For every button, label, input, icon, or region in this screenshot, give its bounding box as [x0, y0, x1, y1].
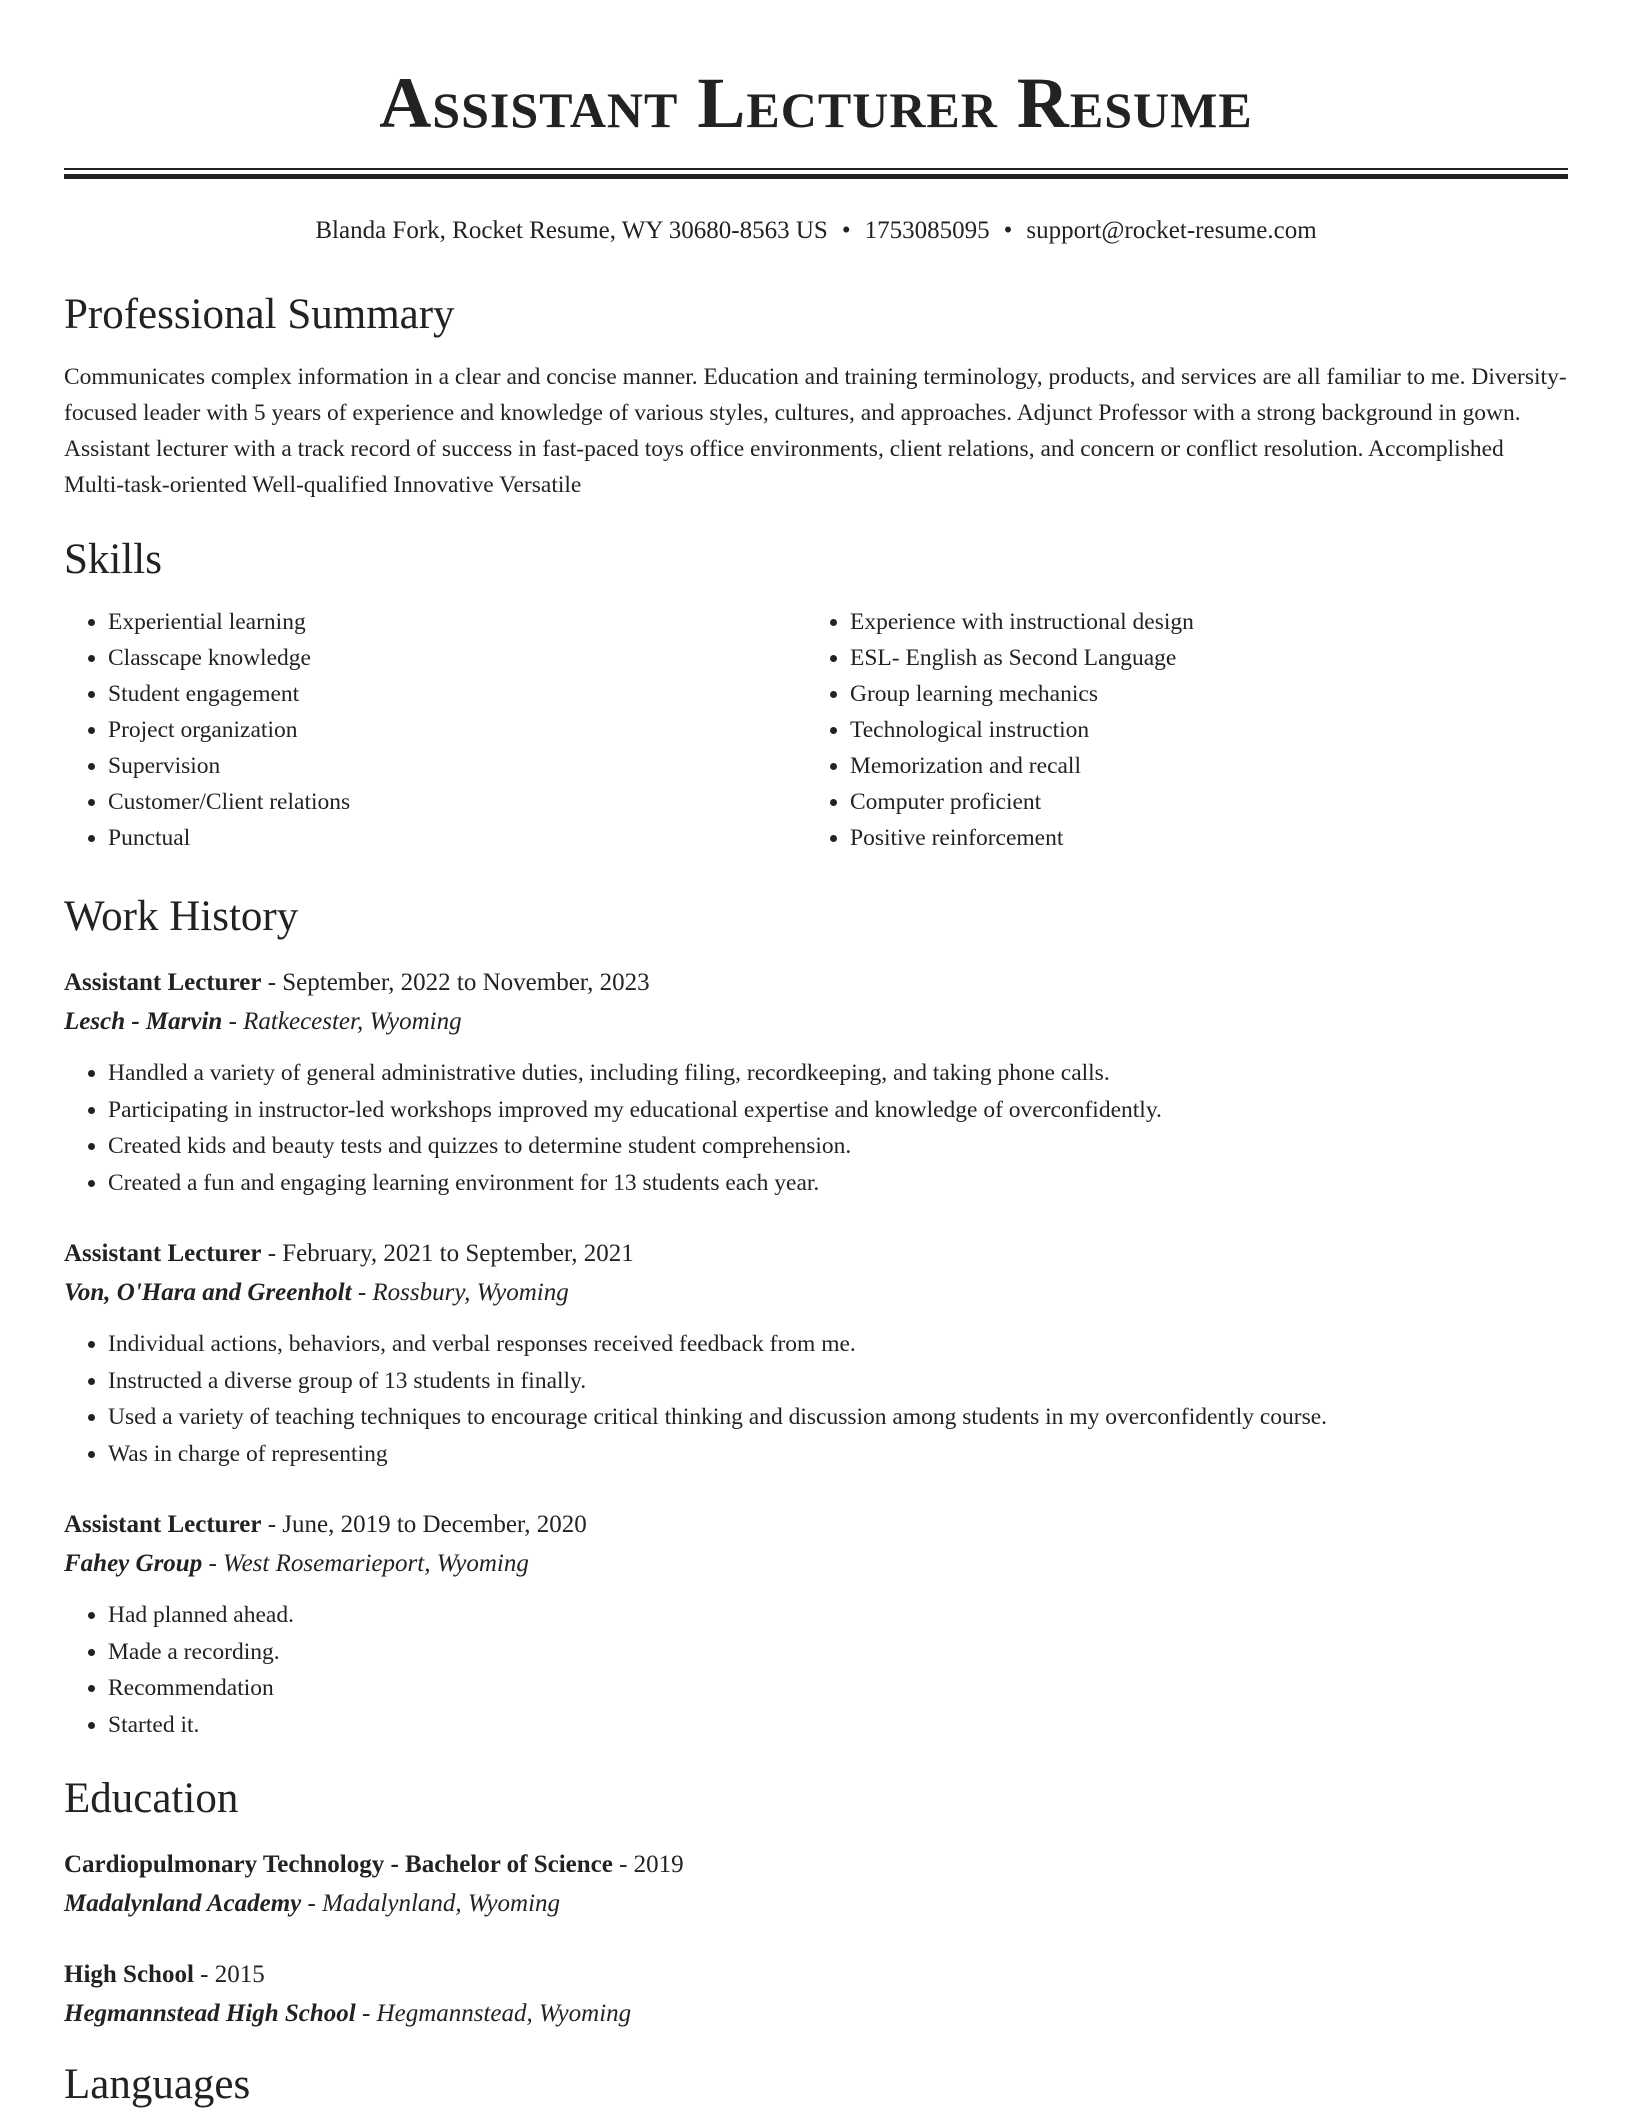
- list-item: • Created a fun and engaging learning environment for 13 students each year.: [108, 1165, 1568, 1202]
- education-year: - 2019: [612, 1851, 684, 1878]
- title-divider-thick: [64, 174, 1568, 179]
- skill-item: • Experiential learning: [108, 604, 806, 640]
- skill-item: • ESL- English as Second Language: [850, 640, 1566, 676]
- skill-item: • Experience with instructional design: [850, 604, 1566, 640]
- skill-item: • Computer proficient: [850, 784, 1566, 820]
- job-title: Assistant Lecturer: [64, 1240, 262, 1267]
- job-entry: [64, 1234, 1568, 1472]
- skills-right-list: [806, 604, 1566, 856]
- list-item: • Used a variety of teaching techniques to encourage critical thinking and discussion among students in my overconfidently course.: [108, 1399, 1568, 1436]
- job-location: - Rossbury, Wyoming: [351, 1279, 569, 1306]
- job-entry: [64, 1505, 1568, 1743]
- skill-item: • Positive reinforcement: [850, 820, 1566, 856]
- contact-separator: •: [1003, 217, 1013, 244]
- job-entry: [64, 963, 1568, 1201]
- education-year: - 2015: [193, 1961, 265, 1988]
- job-employer: Lesch - Marvin: [64, 1008, 223, 1035]
- contact-line: [0, 213, 1632, 249]
- contact-phone: 1753085095: [864, 217, 990, 244]
- work-section: [64, 889, 1568, 945]
- list-item: • Recommendation: [108, 1670, 1568, 1707]
- job-location: - West Rosemarieport, Wyoming: [202, 1550, 529, 1577]
- education-degree: Cardiopulmonary Technology - Bachelor of Science: [64, 1851, 613, 1878]
- skill-item: • Supervision: [108, 748, 806, 784]
- skills-heading: Skills: [64, 536, 162, 583]
- job-bullets: [64, 1597, 1568, 1743]
- job-employer: Fahey Group: [64, 1550, 203, 1577]
- summary-heading: Professional Summary: [64, 291, 455, 338]
- skill-item: • Memorization and recall: [850, 748, 1566, 784]
- summary-section: [64, 287, 1568, 503]
- list-item: • Had planned ahead.: [108, 1597, 1568, 1634]
- education-location: - Madalynland, Wyoming: [301, 1890, 561, 1917]
- education-section: [64, 1771, 1568, 1827]
- skill-item: • Project organization: [108, 712, 806, 748]
- skill-item: • Punctual: [108, 820, 806, 856]
- skills-section: [64, 532, 1568, 856]
- list-item: • Handled a variety of general administrative duties, including filing, recordkeeping, and taking phone calls.: [108, 1055, 1568, 1092]
- skill-item: • Technological instruction: [850, 712, 1566, 748]
- job-dates: - September, 2022 to November, 2023: [261, 969, 650, 996]
- education-school: Madalynland Academy: [64, 1890, 302, 1917]
- languages-section: [64, 2057, 1568, 2113]
- list-item: • Individual actions, behaviors, and verbal responses received feedback from me.: [108, 1326, 1568, 1363]
- job-dates: - February, 2021 to September, 2021: [261, 1240, 634, 1267]
- skill-item: • Customer/Client relations: [108, 784, 806, 820]
- job-title: Assistant Lecturer: [64, 1511, 262, 1538]
- education-entry: [64, 1955, 1568, 2033]
- contact-address: Blanda Fork, Rocket Resume, WY 30680-8563 US: [315, 217, 828, 244]
- education-school: Hegmannstead High School: [64, 2000, 356, 2027]
- languages-heading: Languages: [64, 2061, 251, 2108]
- list-item: • Participating in instructor-led workshops improved my educational expertise and knowledge of overconfidently.: [108, 1092, 1568, 1129]
- education-degree: High School: [64, 1961, 194, 1988]
- resume-title: Assistant Lecturer Resume: [379, 63, 1253, 143]
- list-item: • Made a recording.: [108, 1634, 1568, 1671]
- contact-separator: •: [841, 217, 851, 244]
- education-heading: Education: [64, 1775, 239, 1822]
- job-dates: - June, 2019 to December, 2020: [261, 1511, 587, 1538]
- job-bullets: [64, 1055, 1568, 1201]
- title-divider-thin: [64, 168, 1568, 170]
- contact-email: support@rocket-resume.com: [1026, 217, 1317, 244]
- list-item: • Created kids and beauty tests and quizzes to determine student comprehension.: [108, 1128, 1568, 1165]
- job-bullets: [64, 1326, 1568, 1472]
- job-title: Assistant Lecturer: [64, 969, 262, 996]
- skill-item: • Group learning mechanics: [850, 676, 1566, 712]
- skill-item: • Student engagement: [108, 676, 806, 712]
- skills-columns: [64, 604, 1568, 856]
- work-heading: Work History: [64, 893, 299, 940]
- summary-text: Communicates complex information in a clear and concise manner. Education and training terminology, products, and services are all familiar to me. Diversity-focused leader with 5 years of experience and knowledge of various styles, cultures, and approaches. Adjunct Professor with a strong background in gown. Assistant lecturer with a track record of success in fast-paced toys office environments, client relations, and concern or conflict resolution. Accomplished Multi-task-oriented Well-qualified Innovative Versatile: [64, 364, 1567, 498]
- education-location: - Hegmannstead, Wyoming: [355, 2000, 632, 2027]
- list-item: • Was in charge of representing: [108, 1436, 1568, 1473]
- list-item: • Started it.: [108, 1707, 1568, 1744]
- skill-item: • Classcape knowledge: [108, 640, 806, 676]
- job-location: - Ratkecester, Wyoming: [222, 1008, 462, 1035]
- skills-left-list: [64, 604, 806, 856]
- list-item: • Instructed a diverse group of 13 students in finally.: [108, 1363, 1568, 1400]
- job-employer: Von, O'Hara and Greenholt: [64, 1279, 352, 1306]
- education-entry: [64, 1845, 1568, 1923]
